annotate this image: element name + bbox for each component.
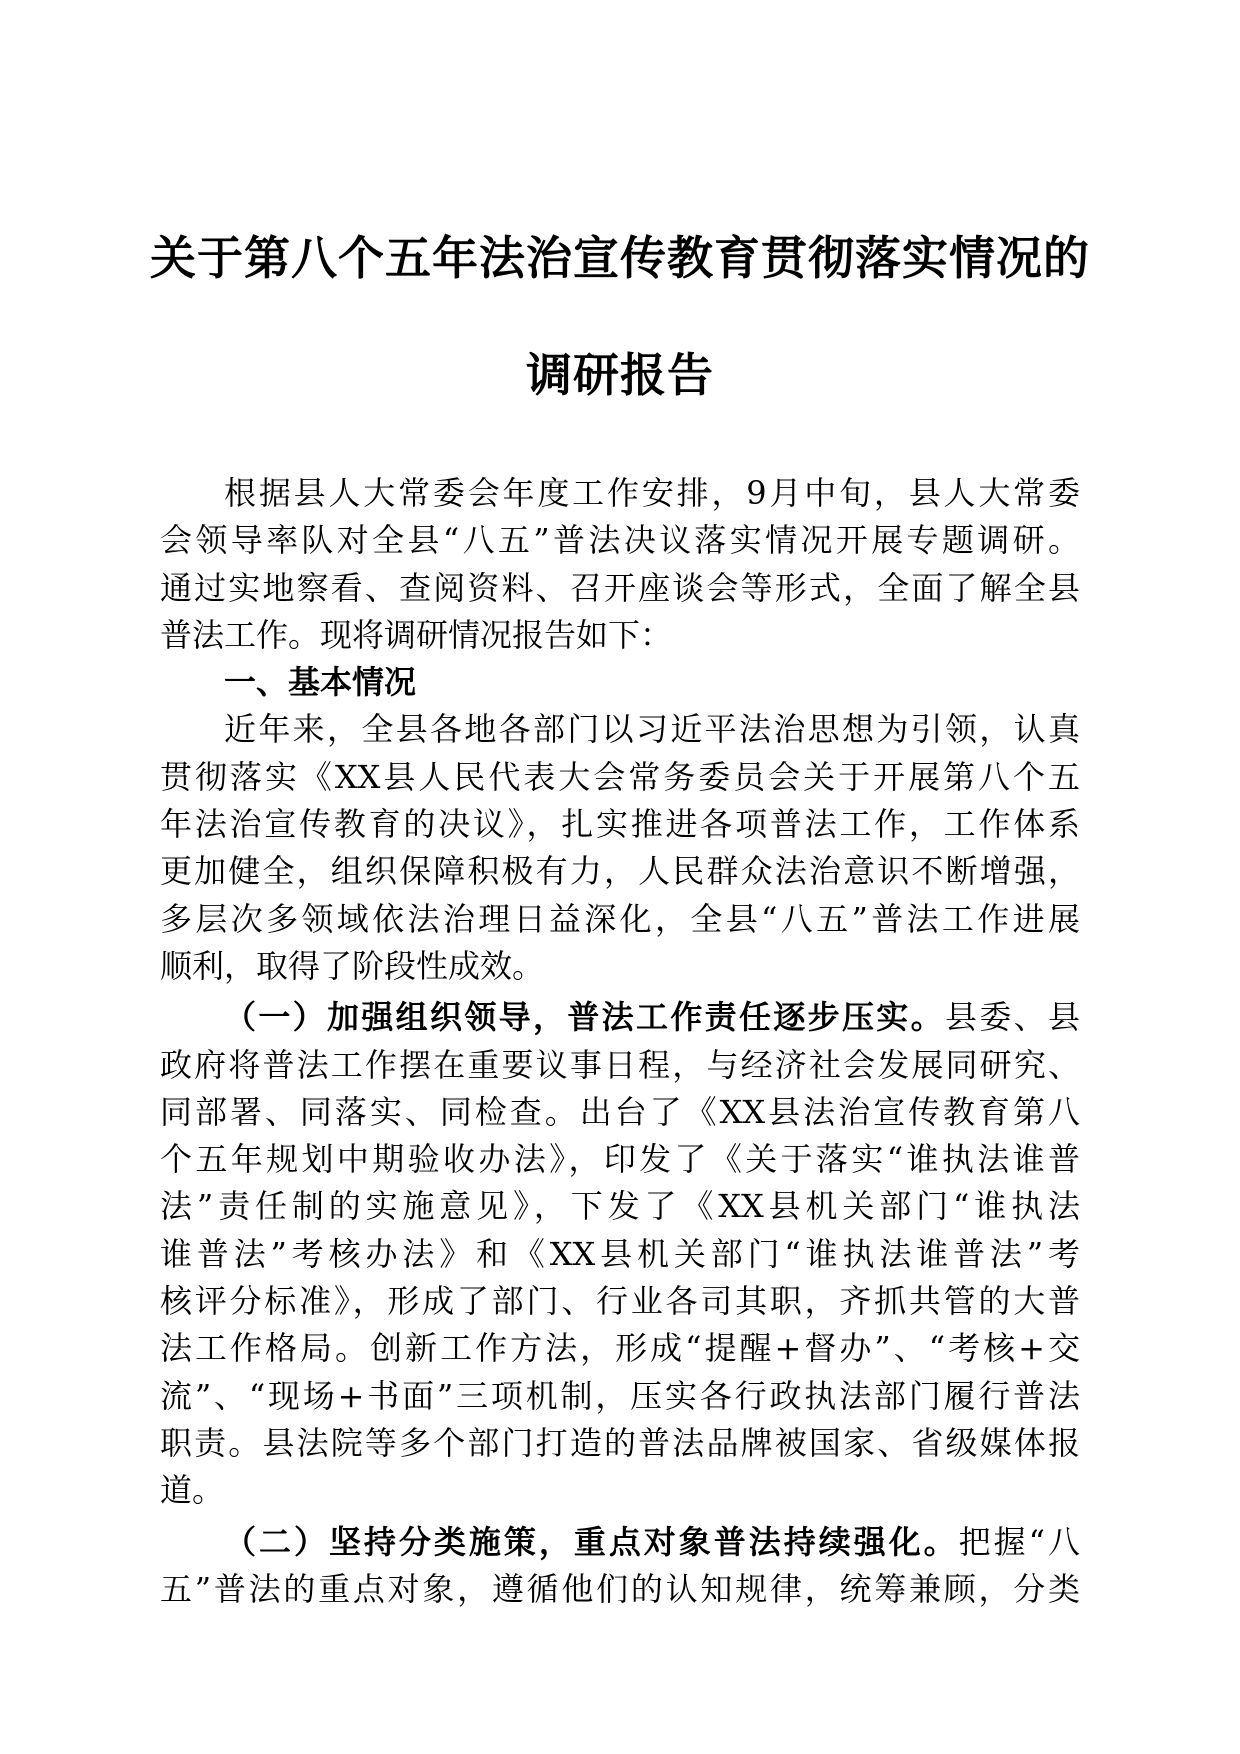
- subsection1-line: 职责。县法院等多个部门打造的普法品牌被国家、省级媒体报: [160, 1423, 1080, 1462]
- section1-line: 多层次多领域依法治理日益深化，全县“八五”普法工作进展: [160, 899, 1080, 938]
- subsection1-line: 个五年规划中期验收办法》，印发了《关于落实“谁执法谁普: [160, 1140, 1080, 1179]
- subsection1-first-line: [160, 994, 1080, 1041]
- section1-line: 年法治宣传教育的决议》，扎实推进各项普法工作，工作体系: [160, 805, 1080, 844]
- subsection1-line: 谁普法”考核办法》和《XX县机关部门“谁执法谁普法”考: [160, 1234, 1080, 1273]
- intro-line: 通过实地察看、查阅资料、召开座谈会等形式，全面了解全县: [160, 568, 1080, 607]
- subsection1-line: 流”、“现场+书面”三项机制，压实各行政执法部门履行普法: [160, 1376, 1080, 1415]
- subsection2-lead: （二）坚持分类施策，重点对象普法持续强化。: [224, 1522, 959, 1561]
- section1-line: 更加健全，组织保障积极有力，人民群众法治意识不断增强，: [160, 852, 1080, 891]
- section-heading: 一、基本情况: [224, 663, 417, 702]
- subsection1-line: 核评分标准》，形成了部门、行业各司其职，齐抓共管的大普: [160, 1282, 1080, 1321]
- subsection1-line: 法工作格局。创新工作方法，形成“提醒+督办”、“考核+交: [160, 1329, 1080, 1368]
- section1-line: 贯彻落实《XX县人民代表大会常务委员会关于开展第八个五: [160, 757, 1080, 796]
- section1-line: 顺利，取得了阶段性成效。: [160, 946, 545, 985]
- document-title-line-2: 调研报告: [526, 348, 714, 402]
- subsection1-line: 法”责任制的实施意见》，下发了《XX县机关部门“谁执法: [160, 1187, 1080, 1226]
- intro-line: 普法工作。现将调研情况报告如下：: [160, 615, 673, 654]
- subsection2-line: 五”普法的重点对象，遵循他们的认知规律，统筹兼顾，分类: [160, 1569, 1080, 1608]
- document-title-line-1: 关于第八个五年法治宣传教育贯彻落实情况的: [150, 231, 1090, 285]
- document-body: [160, 470, 1080, 1613]
- subsection1-line: 道。: [160, 1471, 225, 1510]
- subsection1-lead: （一）加强组织领导，普法工作责任逐步压实。: [224, 998, 945, 1037]
- intro-line: 根据县人大常委会年度工作安排，9月中旬，县人大常委: [224, 474, 1080, 512]
- subsection1-first-line-rest: 县委、县: [944, 998, 1080, 1037]
- subsection2-first-line-rest: 把握“八: [958, 1522, 1080, 1561]
- subsection1-line: 同部署、同落实、同检查。出台了《XX县法治宣传教育第八: [160, 1092, 1080, 1131]
- section1-line: 近年来，全县各地各部门以习近平法治思想为引领，认真: [224, 710, 1080, 749]
- subsection1-line: 政府将普法工作摆在重要议事日程，与经济社会发展同研究、: [160, 1045, 1080, 1084]
- intro-line: 会领导率队对全县“八五”普法决议落实情况开展专题调研。: [160, 521, 1080, 560]
- subsection2-first-line: [160, 1519, 1080, 1566]
